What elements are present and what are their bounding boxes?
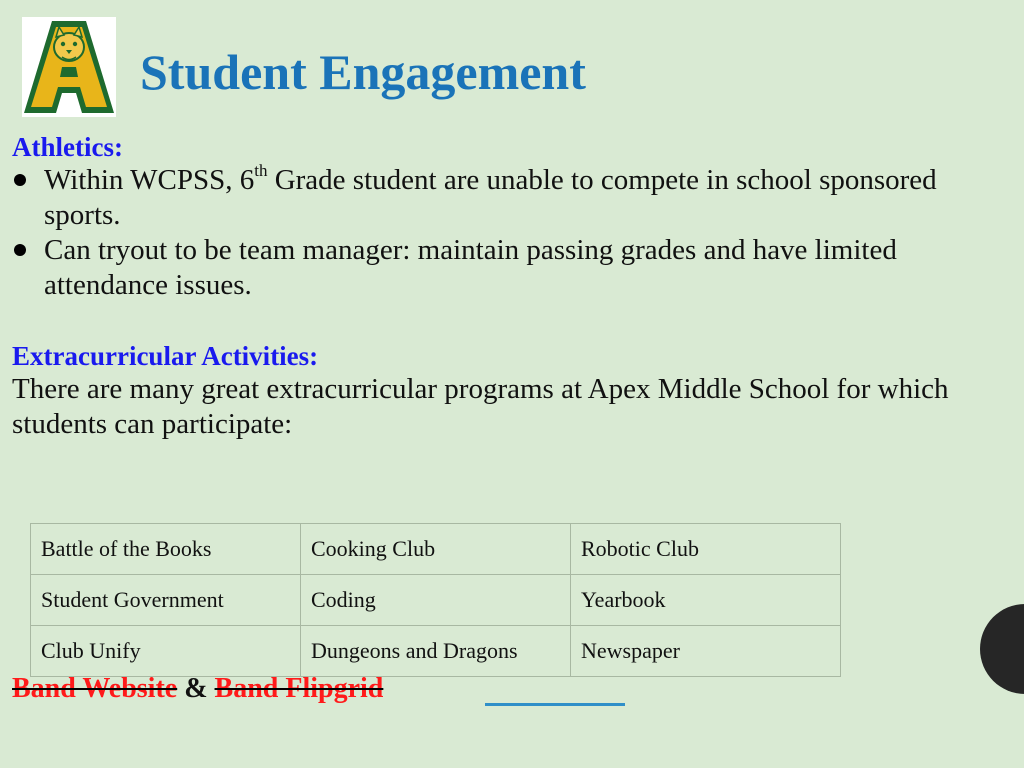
table-cell: Battle of the Books <box>31 524 301 575</box>
athletics-heading: Athletics: <box>12 132 123 162</box>
underline-blank <box>485 703 625 706</box>
bullet-text-post: Grade student are unable to compete in school sponsored sports. <box>44 164 937 231</box>
extracurricular-heading: Extracurricular Activities: <box>12 341 319 371</box>
page-title: Student Engagement <box>140 44 586 100</box>
table-cell: Robotic Club <box>571 524 841 575</box>
table-row <box>31 524 841 575</box>
table-cell: Student Government <box>31 575 301 626</box>
activities-table <box>30 523 841 677</box>
bullet-text: Can tryout to be team manager: maintain passing grades and have limited attendance issues. <box>44 234 897 301</box>
table-cell: Yearbook <box>571 575 841 626</box>
panther-a-logo-icon <box>22 17 116 117</box>
link-separator: & <box>184 673 208 704</box>
athletics-bullet-list <box>12 163 1017 303</box>
table-row <box>31 575 841 626</box>
table-cell: Cooking Club <box>301 524 571 575</box>
band-website-link[interactable]: Band Website <box>12 673 178 704</box>
extracurricular-description: There are many great extracurricular programs at Apex Middle School for which students can participate: <box>12 373 949 440</box>
table-cell: Newspaper <box>571 626 841 677</box>
decorative-circle <box>980 604 1024 694</box>
list-item <box>12 163 1017 233</box>
bullet-dot-icon <box>14 244 26 256</box>
school-logo <box>22 17 116 117</box>
table-row <box>31 626 841 677</box>
table-cell: Dungeons and Dragons <box>301 626 571 677</box>
table-cell: Club Unify <box>31 626 301 677</box>
band-flipgrid-link[interactable]: Band Flipgrid <box>214 673 384 704</box>
bullet-dot-icon <box>14 174 26 186</box>
table-cell: Coding <box>301 575 571 626</box>
bullet-text-pre: Within WCPSS, 6 <box>44 164 255 196</box>
list-item <box>12 233 1017 303</box>
band-links <box>12 672 383 706</box>
bullet-text-superscript: th <box>254 161 268 181</box>
